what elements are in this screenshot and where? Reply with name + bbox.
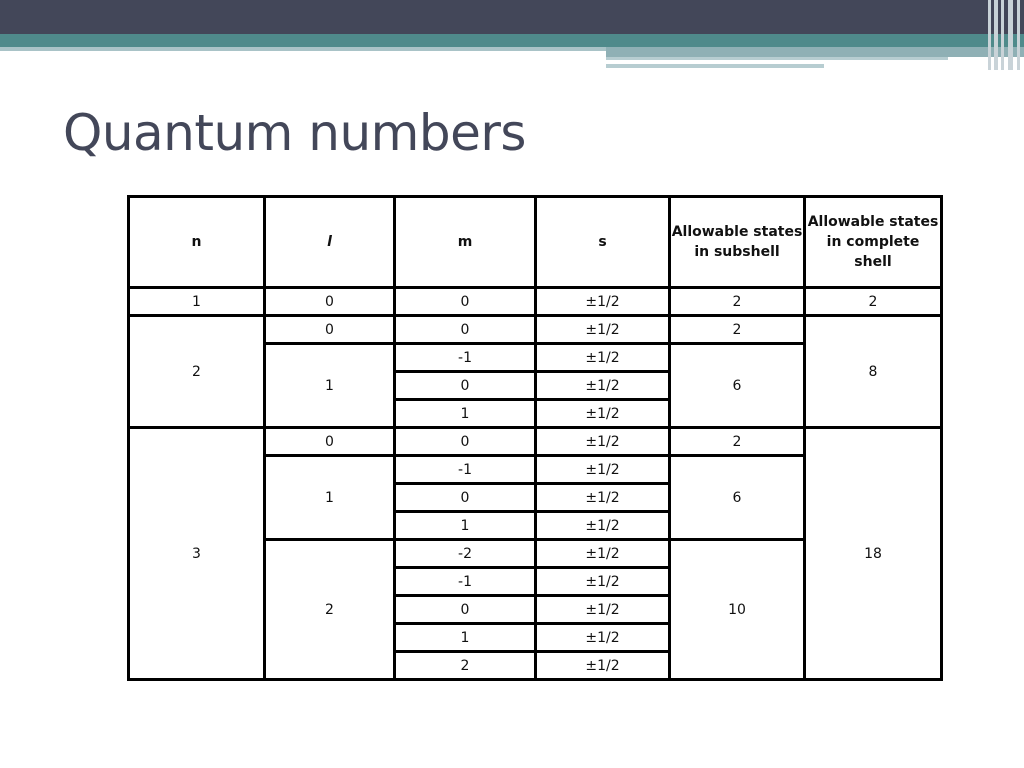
- cell-s: ±1/2: [536, 540, 670, 568]
- header-l: l: [265, 197, 395, 288]
- header-thin-line: [606, 57, 948, 60]
- header-teal-band: [0, 34, 1024, 47]
- cell-subshell: 2: [670, 288, 805, 316]
- cell-n: 1: [129, 288, 265, 316]
- cell-s: ±1/2: [536, 372, 670, 400]
- header-stripes: [988, 0, 1024, 70]
- cell-m: 0: [395, 484, 536, 512]
- cell-s: ±1/2: [536, 400, 670, 428]
- cell-m: -2: [395, 540, 536, 568]
- cell-shell: 8: [805, 316, 942, 428]
- cell-m: 2: [395, 652, 536, 680]
- cell-shell: 2: [805, 288, 942, 316]
- cell-subshell: 2: [670, 316, 805, 344]
- cell-subshell: 6: [670, 456, 805, 540]
- slide-title: Quantum numbers: [63, 104, 526, 162]
- header-light-band-right: [606, 47, 1024, 57]
- cell-s: ±1/2: [536, 484, 670, 512]
- cell-subshell: 6: [670, 344, 805, 428]
- header-m: m: [395, 197, 536, 288]
- header-thin-line-2: [606, 64, 824, 68]
- cell-l: 1: [265, 344, 395, 428]
- cell-s: ±1/2: [536, 428, 670, 456]
- cell-m: -1: [395, 568, 536, 596]
- header-n: n: [129, 197, 265, 288]
- header-light-band: [0, 47, 606, 51]
- table-header-row: [129, 197, 942, 288]
- cell-n: 3: [129, 428, 265, 680]
- table-row: [129, 428, 942, 456]
- cell-l: 0: [265, 316, 395, 344]
- cell-m: -1: [395, 344, 536, 372]
- header-s: s: [536, 197, 670, 288]
- cell-shell: 18: [805, 428, 942, 680]
- cell-s: ±1/2: [536, 288, 670, 316]
- cell-s: ±1/2: [536, 456, 670, 484]
- table-row: [129, 316, 942, 344]
- header-shell-states: Allowable states in complete shell: [805, 197, 942, 288]
- cell-l: 0: [265, 428, 395, 456]
- cell-l: 1: [265, 456, 395, 540]
- cell-s: ±1/2: [536, 512, 670, 540]
- cell-m: 1: [395, 624, 536, 652]
- cell-m: 0: [395, 372, 536, 400]
- cell-m: 1: [395, 512, 536, 540]
- header-subshell-states: Allowable states in subshell: [670, 197, 805, 288]
- cell-m: 1: [395, 400, 536, 428]
- header-dark-band: [0, 0, 1024, 34]
- cell-subshell: 2: [670, 428, 805, 456]
- cell-n: 2: [129, 316, 265, 428]
- cell-s: ±1/2: [536, 652, 670, 680]
- cell-m: -1: [395, 456, 536, 484]
- cell-s: ±1/2: [536, 316, 670, 344]
- cell-m: 0: [395, 428, 536, 456]
- quantum-numbers-table: [127, 195, 943, 681]
- cell-l: 0: [265, 288, 395, 316]
- table-row: [129, 288, 942, 316]
- cell-m: 0: [395, 596, 536, 624]
- cell-s: ±1/2: [536, 568, 670, 596]
- cell-subshell: 10: [670, 540, 805, 680]
- cell-m: 0: [395, 288, 536, 316]
- cell-s: ±1/2: [536, 344, 670, 372]
- cell-s: ±1/2: [536, 624, 670, 652]
- cell-s: ±1/2: [536, 596, 670, 624]
- cell-l: 2: [265, 540, 395, 680]
- cell-m: 0: [395, 316, 536, 344]
